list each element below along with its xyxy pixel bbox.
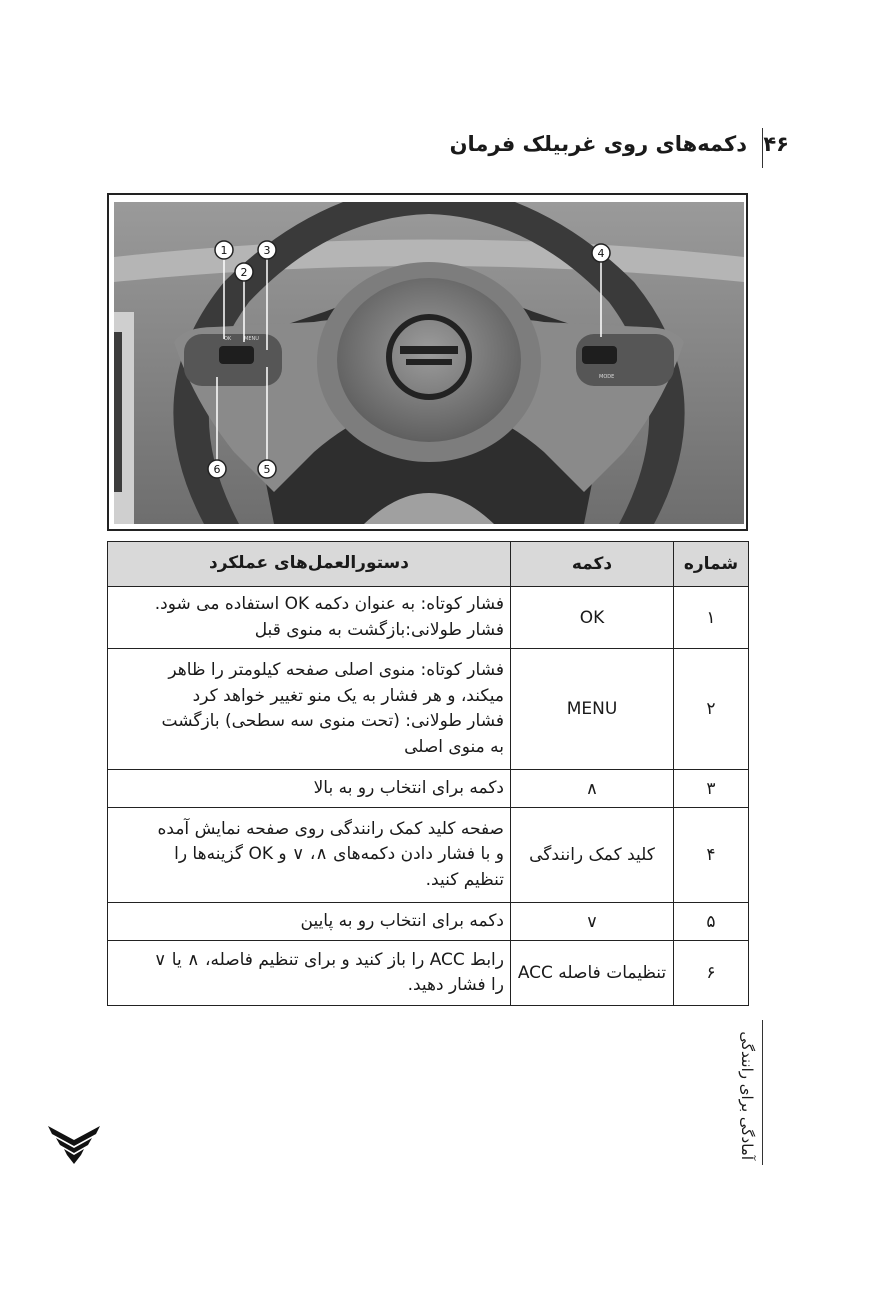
description-line: فشار کوتاه: به عنوان دکمه OK استفاده می شود.	[154, 594, 504, 614]
row-number: ۴	[674, 808, 749, 903]
callout-5: 5	[263, 463, 271, 476]
description-line: به منوی اصلی	[404, 736, 504, 757]
row-number: ۱	[674, 587, 749, 649]
row-number: ۶	[674, 941, 749, 1006]
header-divider	[762, 128, 763, 168]
description-line: صفحه کلید کمک رانندگی روی صفحه نمایش آمده	[157, 818, 504, 839]
row-button: کلید کمک رانندگی	[511, 808, 674, 903]
header-button: دکمه	[511, 542, 674, 587]
table-row	[108, 941, 749, 1006]
chapter-side-label: آمادگی برای رانندگی	[738, 1031, 756, 1160]
callout-6: 6	[213, 463, 221, 476]
row-button: تنظیمات فاصله ACC	[511, 941, 674, 1006]
row-description	[108, 649, 511, 770]
table-row	[108, 770, 749, 808]
row-button: ∧	[511, 770, 674, 808]
page-number: ۴۶	[763, 132, 789, 156]
menu-label: MENU	[244, 336, 259, 342]
description-line: فشار کوتاه: منوی اصلی صفحه کیلومتر را ظاهر	[168, 660, 504, 680]
description-line: فشار طولانی:بازگشت به منوی قبل	[254, 619, 504, 640]
description-line: رابط ACC را باز کنید و برای تنظیم فاصله، ∧ یا ∨	[153, 949, 504, 970]
row-description	[108, 808, 511, 903]
description-line: و با فشار دادن دکمه‌های ∧، ∨ و OK گزینه‌ها را	[174, 844, 504, 865]
callout-2: 2	[240, 266, 248, 279]
description-line: تنظیم کنید.	[425, 869, 504, 890]
side-divider	[762, 1020, 763, 1165]
table-row	[108, 587, 749, 649]
description-line: فشار طولانی: (تحت منوی سه سطحی) بازگشت	[161, 711, 504, 731]
steering-wheel-figure	[107, 193, 748, 531]
row-number: ۵	[674, 903, 749, 941]
header-function: دستورالعمل‌های عملکرد	[108, 542, 511, 587]
callout-4: 4	[597, 247, 605, 260]
page-title: دکمه‌های روی غربیلک فرمان	[449, 132, 747, 156]
table-header-row	[108, 542, 749, 587]
description-line: دکمه برای انتخاب رو به بالا	[313, 777, 504, 798]
callout-3: 3	[263, 244, 271, 257]
row-description	[108, 770, 511, 808]
row-button: OK	[511, 587, 674, 649]
description-line: را فشار دهید.	[407, 975, 504, 995]
row-description	[108, 587, 511, 649]
row-description	[108, 903, 511, 941]
mode-label: MODE	[599, 374, 615, 380]
row-button: ∨	[511, 903, 674, 941]
description-line: دکمه برای انتخاب رو به پایین	[300, 910, 504, 931]
table-row	[108, 903, 749, 941]
description-line: میکند، و هر فشار به یک منو تغییر خواهد کرد	[192, 685, 504, 706]
callout-1: 1	[220, 244, 228, 257]
steering-buttons-table	[107, 541, 749, 1006]
brand-logo-icon	[46, 1122, 102, 1166]
row-number: ۲	[674, 649, 749, 770]
table-row	[108, 649, 749, 770]
steering-wheel-illustration	[114, 202, 744, 524]
row-description	[108, 941, 511, 1006]
row-button: MENU	[511, 649, 674, 770]
row-number: ۳	[674, 770, 749, 808]
ok-label: OK	[224, 336, 232, 342]
table-row	[108, 808, 749, 903]
header-number: شماره	[674, 542, 749, 587]
